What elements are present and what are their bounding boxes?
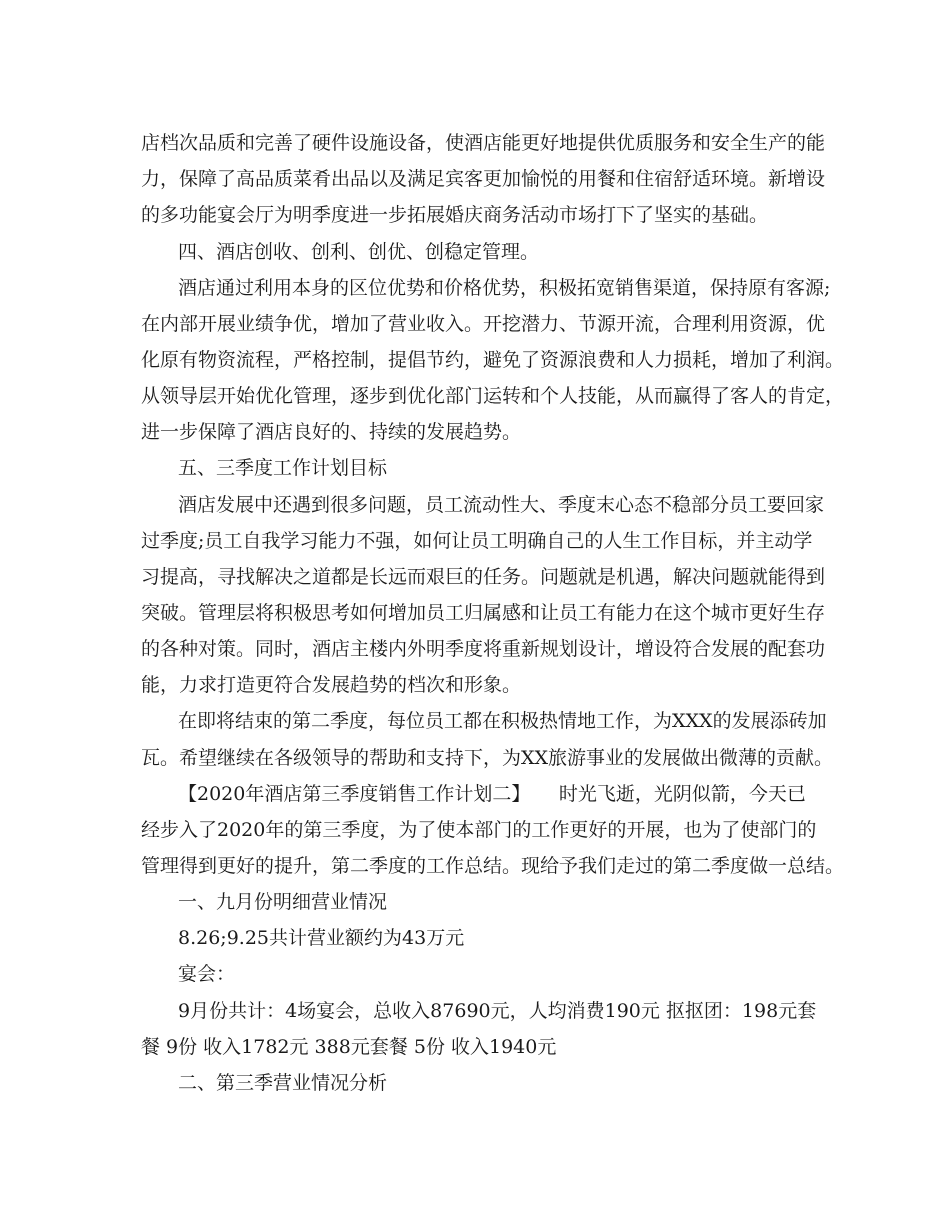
section-heading: 四、酒店创收、创利、创优、创稳定管理。 — [178, 241, 540, 263]
text-line: 经步入了2020年的第三季度，为了使本部门的工作更好的开展，也为了使部门的 — [141, 819, 817, 841]
text-line: 的多功能宴会厅为明季度进一步拓展婚庆商务活动市场打下了坚实的基础。 — [141, 204, 769, 226]
text-line: 进一步保障了酒店良好的、持续的发展趋势。 — [141, 421, 522, 443]
text-line: 过季度;员工自我学习能力不强，如何让员工明确自己的人生工作目标，并主动学 — [141, 530, 813, 552]
text-line: 在内部开展业绩争优，增加了营业收入。开挖潜力、节源开流，合理利用资源，优 — [141, 313, 826, 335]
text-line: 管理得到更好的提升，第二季度的工作总结。现给予我们走过的第二季度做一总结。 — [141, 855, 845, 877]
text-line: 从领导层开始优化管理，逐步到优化部门运转和个人技能，从而赢得了客人的肯定， — [141, 385, 845, 407]
text-line: 宴会： — [178, 963, 236, 985]
section-heading: 五、三季度工作计划目标 — [178, 457, 388, 479]
text-line: 店档次品质和完善了硬件设施设备，使酒店能更好地提供优质服务和安全生产的能 — [141, 132, 826, 154]
section-heading: 二、第三季营业情况分析 — [178, 1072, 388, 1094]
text-line: 瓦。希望继续在各级领导的帮助和支持下，为XX旅游事业的发展做出微薄的贡献。 — [141, 747, 834, 769]
section-heading: 一、九月份明细营业情况 — [178, 891, 388, 913]
text-line: 9月份共计：4场宴会，总收入87690元，人均消费190元 抠抠团：198元套 — [178, 1000, 817, 1022]
text-line: 能，力求打造更符合发展趋势的档次和形象。 — [141, 674, 522, 696]
text-line: 【2020年酒店第三季度销售工作计划二】 时光飞逝，光阴似箭，今天已 — [178, 783, 806, 805]
text-line: 的各种对策。同时，酒店主楼内外明季度将重新规划设计，增设符合发展的配套功 — [141, 638, 826, 660]
text-line: 习提高，寻找解决之道都是长远而艰巨的任务。问题就是机遇，解决问题就能得到 — [141, 566, 826, 588]
text-line: 在即将结束的第二季度，每位员工都在积极热情地工作，为XXX的发展添砖加 — [178, 710, 827, 732]
text-line: 力，保障了高品质菜肴出品以及满足宾客更加愉悦的用餐和住宿舒适环境。新增设 — [141, 168, 826, 190]
text-line: 8.26;9.25共计营业额约为43万元 — [178, 927, 465, 949]
text-line: 酒店发展中还遇到很多问题，员工流动性大、季度末心态不稳部分员工要回家 — [178, 494, 825, 516]
text-line: 餐 9份 收入1782元 388元套餐 5份 收入1940元 — [141, 1036, 557, 1058]
text-line: 化原有物资流程，严格控制，提倡节约，避免了资源浪费和人力损耗，增加了利润。 — [141, 349, 845, 371]
text-line: 突破。管理层将积极思考如何增加员工归属感和让员工有能力在这个城市更好生存 — [141, 602, 826, 624]
text-line: 酒店通过利用本身的区位优势和价格优势，积极拓宽销售渠道，保持原有客源; — [178, 277, 831, 299]
